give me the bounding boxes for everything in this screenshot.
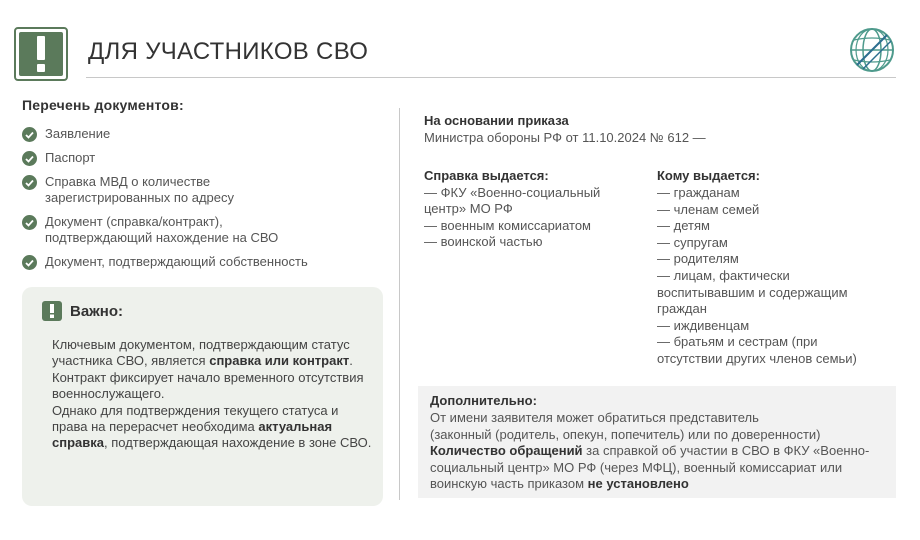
document-name: Справка МВД о количестве зарегистрированных по адресу [45,174,235,205]
list-item: — детям [657,218,710,234]
issuer-list [424,185,624,251]
additional-text-part: за справкой об участии в СВО в ФКУ «Военно-социальный центр» МО РФ (через МФЦ), военный комиссариат или воинскую часть приказом [430,443,870,492]
header-divider [86,77,896,78]
important-title: Важно: [70,303,124,320]
check-icon [22,215,37,230]
additional-line: От имени заявителя может обратиться представитель [430,410,759,425]
check-icon [22,175,37,190]
list-item [22,254,362,270]
list-item: — военным комиссариатом [424,217,591,233]
globe-logo [849,27,895,73]
additional-info [418,386,896,498]
important-text-part: . [349,353,353,369]
recipient-title: Кому выдается: [657,168,760,183]
important-highlight: актуальная справка [52,419,333,451]
page-title: ДЛЯ УЧАСТНИКОВ СВО [88,38,369,65]
list-item: — воинской частью [424,234,543,250]
check-icon [22,151,37,166]
list-item [22,126,362,142]
list-item: — лицам, фактически воспитывавшим и содержащим граждан [657,267,848,317]
check-icon [22,255,37,270]
important-text [52,337,372,452]
column-divider [399,108,400,500]
list-item: — членам семей [657,201,760,217]
documents-list [22,126,362,278]
list-item [22,174,362,206]
exclamation-icon [42,301,62,321]
recipient-list [657,185,887,368]
order-title: На основании приказа [424,113,569,128]
check-icon [22,127,37,142]
list-item: — гражданам [657,185,740,200]
additional-highlight: Количество обращений [430,443,583,459]
list-item: — иждивенцам [657,317,750,333]
important-highlight: справка или контракт [209,353,350,369]
document-name: Документ, подтверждающий собственность [45,254,308,269]
additional-title: Дополнительно: [430,393,537,408]
important-note [22,287,383,506]
additional-line: (законный (родитель, опекун, попечитель) или по доверенности) [430,426,821,442]
document-name: Паспорт [45,150,96,165]
list-item [22,150,362,166]
important-text-part: Контракт фиксирует начало временного отсутствия военнослужащего. [52,369,364,402]
list-item [22,214,362,246]
list-item: — ФКУ «Военно-социальный центр» МО РФ [424,185,601,217]
list-item: — родителям [657,251,739,267]
important-text-part: Ключевым документом, подтверждающим статус участника СВО, является [52,337,350,369]
list-item: — супругам [657,234,728,250]
important-text-part: Однако для подтверждения текущего статуса и права на перерасчет необходима [52,402,339,435]
document-name: Заявление [45,126,111,141]
exclamation-icon [14,27,68,81]
order-text: Министра обороны РФ от 11.10.2024 № 612 — [424,130,706,145]
document-name: Документ (справка/контракт), подтверждающий нахождение на СВО [45,214,279,245]
additional-text [430,410,892,493]
issuer-title: Справка выдается: [424,168,549,183]
additional-highlight: не установлено [587,476,689,492]
documents-heading: Перечень документов: [22,97,184,113]
important-text-part: , подтверждающая нахождение в зоне СВО. [103,435,372,451]
list-item: — братьям и сестрам (при отсутствии других членов семьи) [657,334,857,366]
